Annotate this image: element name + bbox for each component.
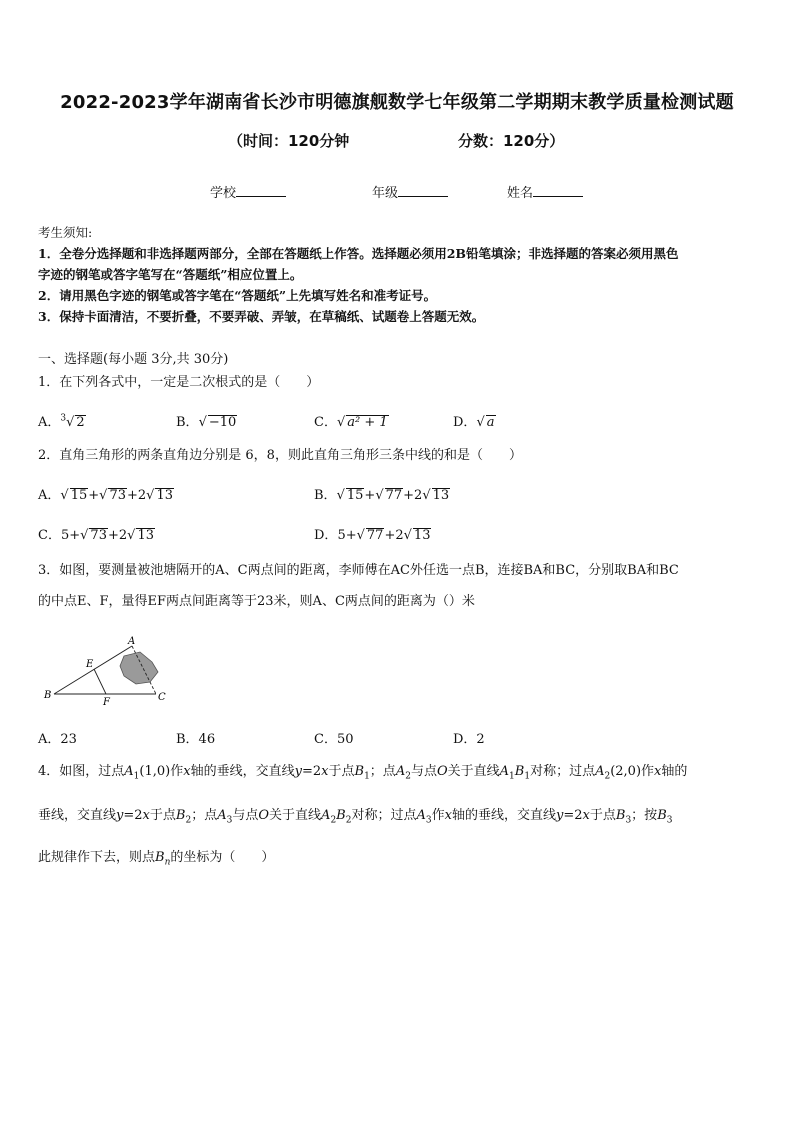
q3-option-a[interactable]: A．23 [38, 732, 77, 747]
question-4-line-3: 此规律作下去，则点$B_n$的坐标为（ ） [38, 850, 275, 868]
grade-blank[interactable] [398, 183, 448, 197]
grade-field [372, 182, 448, 201]
q2-option-d[interactable]: D．5+√ 77+2√ 13 [314, 528, 431, 543]
notice-heading: 考生须知: [38, 225, 93, 240]
question-2-stem: 2．直角三角形的两条直角边分别是 6，8，则此直角三角形三条中线的和是（ ） [38, 448, 522, 463]
label-a: A [128, 636, 136, 647]
label-f: F [103, 697, 110, 708]
section-heading: 一、选择题(每小题 3分,共 30分) [38, 352, 229, 367]
q3-option-d[interactable]: D．2 [453, 732, 485, 747]
name-field [507, 182, 583, 201]
label-b: B [44, 690, 52, 701]
question-4-line-1: 4．如图，过点$A_1(1,0)$作x轴的垂线，交直线y=2x于点$B_1$；点$A_2$与点O关于直线$A_1B_1$对称；过点$A_2(2,0)$作x轴的 [38, 764, 688, 782]
q3-option-c[interactable]: C．50 [314, 732, 354, 747]
q2-option-a[interactable]: A．√ 15+√ 73+2√ 13 [38, 488, 173, 503]
question-4-line-2: 垂线，交直线y=2x于点$B_2$；点$A_3$与点O关于直线$A_2B_2$对称；过点$A_3$作x轴的垂线，交直线y=2x于点$B_3$；按$B_3$ [38, 808, 673, 826]
segment-ba [54, 646, 132, 694]
notice-item-1-cont: 字迹的钢笔或答字笔写在“答题纸”相应位置上。 [38, 267, 303, 282]
q1-option-a[interactable]: A．$^3$√ 2 [38, 413, 85, 430]
q2-option-c[interactable]: C．5+√ 73+2√ 13 [38, 528, 154, 543]
question-3-stem-line-1: 3．如图，要测量被池塘隔开的A、C两点间的距离，李师傅在AC外任选一点B，连接BA和BC，分别取BA和BC [38, 563, 679, 578]
notice-block [38, 222, 760, 327]
pond-shape [120, 652, 158, 684]
notice-item-3: 3．保持卡面清洁，不要折叠，不要弄破、弄皱，在草稿纸、试题卷上答题无效。 [38, 309, 485, 324]
q3-option-b[interactable]: B．46 [176, 732, 216, 747]
name-label: 姓名 [507, 186, 534, 201]
label-e: E [86, 659, 94, 670]
q3-pond-figure [40, 636, 180, 708]
notice-item-2: 2．请用黑色字迹的钢笔或答字笔在“答题纸”上先填写姓名和准考证号。 [38, 288, 437, 303]
q2-option-b[interactable]: B．√ 15+√ 77+2√ 13 [314, 488, 450, 503]
name-blank[interactable] [533, 183, 583, 197]
q1-option-b[interactable]: B．√ −10 [176, 415, 237, 430]
grade-label: 年级 [372, 186, 399, 201]
segment-ef [94, 669, 106, 694]
time-label: （时间：120分钟 [228, 132, 350, 150]
school-field [210, 182, 286, 201]
notice-item-1: 1．全卷分选择题和非选择题两部分，全部在答题纸上作答。选择题必须用2B铅笔填涂；非选择题的答案必须用黑色 [38, 246, 679, 261]
label-c: C [158, 692, 166, 703]
school-label: 学校 [210, 186, 237, 201]
school-blank[interactable] [236, 183, 286, 197]
page-title: 2022-2023学年湖南省长沙市明德旗舰数学七年级第二学期期末教学质量检测试题 [60, 92, 734, 113]
q1-option-d[interactable]: D．√ a [453, 415, 495, 430]
question-3-stem-line-2: 的中点E、F，量得EF两点间距离等于23米，则A、C两点间的距离为（）米 [38, 594, 475, 609]
question-1-stem: 1．在下列各式中，一定是二次根式的是（ ） [38, 375, 320, 390]
score-label: 分数：120分） [458, 132, 565, 150]
q1-option-c[interactable]: C．√ a² + 1 [314, 415, 388, 430]
